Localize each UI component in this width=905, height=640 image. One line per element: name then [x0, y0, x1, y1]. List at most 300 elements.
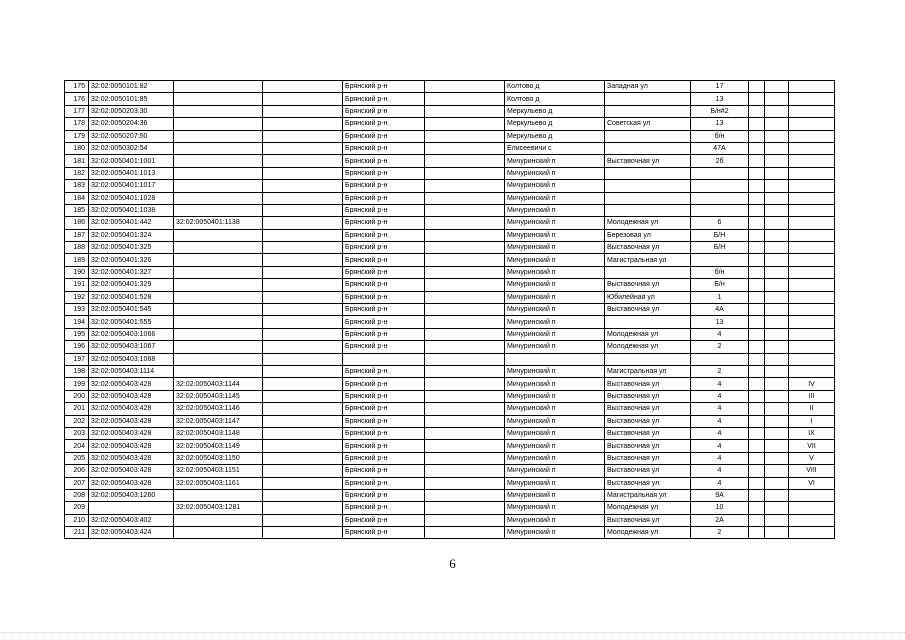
table-cell: 32:02:0050403:428 [89, 427, 174, 439]
table-cell [749, 514, 765, 526]
table-cell: 32:02:0050302:54 [89, 142, 174, 154]
table-cell [789, 365, 835, 377]
table-cell [425, 291, 505, 303]
table-cell [789, 489, 835, 501]
table-cell: 210 [65, 514, 89, 526]
table-cell [749, 105, 765, 117]
table-row [65, 266, 835, 278]
table-cell: 202 [65, 415, 89, 427]
table-cell: Брянский р-н [343, 142, 425, 154]
table-cell: 190 [65, 266, 89, 278]
table-cell [425, 229, 505, 241]
table-cell: Мичуринский п [505, 341, 605, 353]
table-cell [263, 217, 343, 229]
table-cell [765, 229, 789, 241]
table-cell: Брянский р-н [343, 93, 425, 105]
table-cell [263, 502, 343, 514]
table-cell [605, 353, 691, 365]
table-cell: 4 [691, 328, 749, 340]
table-cell [174, 93, 263, 105]
table-cell [263, 365, 343, 377]
table-cell [174, 167, 263, 179]
table-cell [765, 489, 789, 501]
table-cell [263, 440, 343, 452]
table-cell [749, 365, 765, 377]
table-cell [425, 192, 505, 204]
table-cell [765, 279, 789, 291]
table-cell: 4А [691, 304, 749, 316]
table-cell: Мичуринский п [505, 452, 605, 464]
table-cell [789, 217, 835, 229]
table-cell: 184 [65, 192, 89, 204]
table-row [65, 279, 835, 291]
table-cell [174, 341, 263, 353]
table-cell [425, 353, 505, 365]
table-row [65, 465, 835, 477]
table-cell: Брянский р-н [343, 304, 425, 316]
table-cell: Мичуринский п [505, 279, 605, 291]
table-cell: 32:02:0050401:324 [89, 229, 174, 241]
table-cell: Мичуринский п [505, 390, 605, 402]
property-table [64, 80, 835, 539]
table-cell [691, 167, 749, 179]
table-cell [765, 527, 789, 539]
table-cell [263, 304, 343, 316]
table-cell: 183 [65, 180, 89, 192]
table-cell [765, 142, 789, 154]
table-cell: Брянский р-н [343, 279, 425, 291]
table-cell [789, 192, 835, 204]
table-cell: Брянский р-н [343, 365, 425, 377]
table-cell: 32:02:0050403:428 [89, 390, 174, 402]
table-row [65, 217, 835, 229]
table-cell [789, 242, 835, 254]
table-cell [749, 502, 765, 514]
table-cell: Березовая ул [605, 229, 691, 241]
table-cell [174, 155, 263, 167]
table-cell: 186 [65, 217, 89, 229]
table-cell [605, 167, 691, 179]
table-cell [749, 93, 765, 105]
table-cell: Мичуринский п [505, 440, 605, 452]
table-cell: 181 [65, 155, 89, 167]
table-cell: Брянский р-н [343, 427, 425, 439]
table-cell [174, 304, 263, 316]
table-cell [765, 167, 789, 179]
table-cell: Магистральная ул [605, 489, 691, 501]
table-cell: 187 [65, 229, 89, 241]
table-cell [691, 192, 749, 204]
table-cell: б/н [691, 130, 749, 142]
table-cell: Мичуринский п [505, 328, 605, 340]
table-cell: 32:02:0050403:428 [89, 477, 174, 489]
table-cell [425, 279, 505, 291]
table-row [65, 427, 835, 439]
table-cell [765, 514, 789, 526]
table-body [65, 81, 835, 539]
table-cell: Брянский р-н [343, 254, 425, 266]
table-cell [425, 390, 505, 402]
table-cell: Мичуринский п [505, 514, 605, 526]
table-cell [749, 204, 765, 216]
table-cell [749, 279, 765, 291]
table-cell: Западная ул [605, 81, 691, 93]
table-row [65, 81, 835, 93]
table-cell [425, 415, 505, 427]
table-cell: Мичуринский п [505, 204, 605, 216]
table-cell [789, 155, 835, 167]
table-cell: Брянский р-н [343, 452, 425, 464]
table-cell: Колтово д [505, 81, 605, 93]
table-cell [263, 130, 343, 142]
table-cell: 32:02:0050401:1038 [89, 204, 174, 216]
table-cell: Магистральная ул [605, 365, 691, 377]
table-cell [765, 502, 789, 514]
table-cell: Магистральная ул [605, 254, 691, 266]
table-cell [789, 291, 835, 303]
table-cell: VI [789, 477, 835, 489]
table-cell: Брянский р-н [343, 167, 425, 179]
table-cell [425, 489, 505, 501]
table-cell: 32:02:0050403:1161 [174, 477, 263, 489]
table-cell: 32:02:0050403:1149 [174, 440, 263, 452]
table-cell: Брянский р-н [343, 514, 425, 526]
table-cell [765, 118, 789, 130]
table-cell [263, 105, 343, 117]
table-row [65, 365, 835, 377]
table-cell [605, 105, 691, 117]
table-cell: Выставочная ул [605, 452, 691, 464]
table-cell [749, 217, 765, 229]
table-row [65, 93, 835, 105]
table-cell [263, 93, 343, 105]
table-cell: Выставочная ул [605, 415, 691, 427]
table-row [65, 192, 835, 204]
table-cell: III [789, 390, 835, 402]
table-cell [174, 353, 263, 365]
table-cell [789, 514, 835, 526]
table-cell: 2 [691, 341, 749, 353]
table-cell [263, 489, 343, 501]
table-cell: б/н [691, 266, 749, 278]
table-cell: 4 [691, 465, 749, 477]
table-cell [789, 130, 835, 142]
table-cell [765, 415, 789, 427]
table-cell [789, 328, 835, 340]
table-cell [425, 254, 505, 266]
table-cell [263, 266, 343, 278]
table-cell: 191 [65, 279, 89, 291]
table-cell: Мичуринский п [505, 155, 605, 167]
table-cell [174, 527, 263, 539]
table-cell: Меркульево д [505, 118, 605, 130]
table-cell [263, 527, 343, 539]
table-cell [765, 217, 789, 229]
table-cell: 32:02:0050403:1260 [89, 489, 174, 501]
table-cell [425, 477, 505, 489]
table-cell: V [789, 452, 835, 464]
table-row [65, 328, 835, 340]
table-cell [765, 465, 789, 477]
table-cell [789, 142, 835, 154]
table-cell [765, 266, 789, 278]
table-cell: Юбилейная ул [605, 291, 691, 303]
table-row [65, 514, 835, 526]
table-cell: Мичуринский п [505, 477, 605, 489]
table-cell [263, 242, 343, 254]
table-cell [263, 291, 343, 303]
table-cell: Молодежная ул [605, 328, 691, 340]
table-cell: 13 [691, 316, 749, 328]
table-cell [749, 266, 765, 278]
table-cell: 180 [65, 142, 89, 154]
table-cell: 32:02:0050403:1114 [89, 365, 174, 377]
table-cell [749, 452, 765, 464]
table-cell [605, 93, 691, 105]
table-cell: Мичуринский п [505, 180, 605, 192]
table-cell: I [789, 415, 835, 427]
table-cell: 211 [65, 527, 89, 539]
table-cell: 32:02:0050403:428 [89, 452, 174, 464]
table-cell: Брянский р-н [343, 440, 425, 452]
table-row [65, 118, 835, 130]
table-cell: 32:02:0050403:1067 [89, 341, 174, 353]
table-row [65, 341, 835, 353]
table-cell: Мичуринский п [505, 167, 605, 179]
table-cell [765, 105, 789, 117]
table-cell [749, 489, 765, 501]
table-cell [749, 242, 765, 254]
table-cell: 32:02:0050401:555 [89, 316, 174, 328]
table-cell: 32:02:0050401:326 [89, 254, 174, 266]
table-cell [765, 378, 789, 390]
table-cell: Брянский р-н [343, 266, 425, 278]
table-cell [765, 254, 789, 266]
table-cell [749, 427, 765, 439]
table-cell: Молодежная ул [605, 502, 691, 514]
table-cell [789, 316, 835, 328]
table-cell [174, 81, 263, 93]
table-cell [425, 427, 505, 439]
table-cell [749, 316, 765, 328]
table-cell [174, 142, 263, 154]
table-cell [765, 204, 789, 216]
table-cell: Брянский р-н [343, 180, 425, 192]
table-cell [174, 105, 263, 117]
table-cell [174, 279, 263, 291]
table-cell: 32:02:0050403:1148 [174, 427, 263, 439]
table-cell [605, 204, 691, 216]
table-cell: 32:02:0050401:528 [89, 291, 174, 303]
table-cell [749, 167, 765, 179]
table-cell [789, 353, 835, 365]
table-cell: Мичуринский п [505, 316, 605, 328]
table-cell: Выставочная ул [605, 403, 691, 415]
table-cell [263, 427, 343, 439]
table-cell [765, 81, 789, 93]
table-cell: Брянский р-н [343, 316, 425, 328]
table-cell [749, 378, 765, 390]
table-cell [765, 130, 789, 142]
table-row [65, 167, 835, 179]
table-cell: Брянский р-н [343, 118, 425, 130]
table-cell: Брянский р-н [343, 341, 425, 353]
table-cell: Брянский р-н [343, 403, 425, 415]
table-cell [749, 254, 765, 266]
table-cell [749, 130, 765, 142]
table-cell: 2А [691, 514, 749, 526]
table-cell [263, 229, 343, 241]
table-cell [749, 415, 765, 427]
page-number: 6 [449, 556, 456, 571]
table-cell: Мичуринский п [505, 465, 605, 477]
table-cell: Меркульево д [505, 130, 605, 142]
table-row [65, 316, 835, 328]
table-cell [263, 341, 343, 353]
table-cell [765, 365, 789, 377]
table-cell: VII [789, 440, 835, 452]
table-row [65, 353, 835, 365]
table-cell: Выставочная ул [605, 514, 691, 526]
table-cell: Брянский р-н [343, 130, 425, 142]
table-cell: II [789, 403, 835, 415]
table-cell [174, 254, 263, 266]
table-cell: Елисеевичи с [505, 142, 605, 154]
table-cell: Мичуринский п [505, 266, 605, 278]
table-cell: 13 [691, 93, 749, 105]
table-cell: 4 [691, 403, 749, 415]
table-cell [749, 465, 765, 477]
table-cell: Молодежная ул [605, 527, 691, 539]
table-cell: Мичуринский п [505, 304, 605, 316]
table-cell: Молодежная ул [605, 217, 691, 229]
table-cell [605, 130, 691, 142]
table-cell [425, 93, 505, 105]
table-cell [174, 229, 263, 241]
table-cell [174, 365, 263, 377]
table-cell [765, 440, 789, 452]
table-cell [263, 465, 343, 477]
table-cell [789, 341, 835, 353]
table-cell: 189 [65, 254, 89, 266]
table-cell: Брянский р-н [343, 81, 425, 93]
table-cell: 10 [691, 502, 749, 514]
table-cell [765, 316, 789, 328]
table-cell [765, 192, 789, 204]
table-cell [263, 390, 343, 402]
table-cell [263, 167, 343, 179]
table-cell [263, 192, 343, 204]
table-cell [425, 514, 505, 526]
table-cell: Мичуринский п [505, 192, 605, 204]
table-row [65, 130, 835, 142]
table-cell [174, 514, 263, 526]
table-cell: 32:02:0050401:1017 [89, 180, 174, 192]
table-cell [789, 81, 835, 93]
table-cell [605, 180, 691, 192]
table-cell [425, 130, 505, 142]
table-cell: Мичуринский п [505, 403, 605, 415]
table-cell [425, 155, 505, 167]
table-cell: 4 [691, 440, 749, 452]
table-cell: 32:02:0050101:85 [89, 93, 174, 105]
table-cell: 177 [65, 105, 89, 117]
table-cell [174, 130, 263, 142]
table-cell [425, 142, 505, 154]
table-cell [749, 527, 765, 539]
table-cell: Мичуринский п [505, 489, 605, 501]
table-cell [789, 527, 835, 539]
table-cell: 32:02:0050203:30 [89, 105, 174, 117]
table-cell [765, 427, 789, 439]
table-cell: 9А [691, 489, 749, 501]
table-cell: 32:02:0050403:1066 [89, 328, 174, 340]
table-cell [789, 118, 835, 130]
table-cell: Брянский р-н [343, 204, 425, 216]
table-cell [749, 81, 765, 93]
table-cell [765, 353, 789, 365]
table-cell [174, 118, 263, 130]
table-cell: 32:02:0050403:402 [89, 514, 174, 526]
table-cell [263, 204, 343, 216]
table-cell [789, 93, 835, 105]
table-cell [605, 192, 691, 204]
table-cell: 196 [65, 341, 89, 353]
table-cell [425, 204, 505, 216]
table-cell [425, 167, 505, 179]
table-row [65, 378, 835, 390]
table-cell: 32:02:0050401:1138 [174, 217, 263, 229]
table-cell: Брянский р-н [343, 502, 425, 514]
table-cell: Мичуринский п [505, 217, 605, 229]
table-cell [789, 502, 835, 514]
table-cell: 32:02:0050401:327 [89, 266, 174, 278]
table-row [65, 527, 835, 539]
table-cell: 2 [691, 365, 749, 377]
table-cell [425, 118, 505, 130]
table-cell [749, 229, 765, 241]
table-cell: Брянский р-н [343, 229, 425, 241]
table-cell [425, 316, 505, 328]
table-cell: Брянский р-н [343, 390, 425, 402]
table-cell [749, 403, 765, 415]
table-row [65, 155, 835, 167]
table-cell: 179 [65, 130, 89, 142]
table-cell: Брянский р-н [343, 477, 425, 489]
table-cell: Выставочная ул [605, 155, 691, 167]
table-cell: 207 [65, 477, 89, 489]
table-cell: Брянский р-н [343, 217, 425, 229]
table-cell [789, 167, 835, 179]
table-cell: 32:02:0050207:50 [89, 130, 174, 142]
table-cell: 4 [691, 427, 749, 439]
table-cell: 32:02:0050403:1145 [174, 390, 263, 402]
table-cell [749, 353, 765, 365]
table-cell: Брянский р-н [343, 328, 425, 340]
table-cell [425, 81, 505, 93]
table-cell: 1 [691, 291, 749, 303]
table-row [65, 204, 835, 216]
table-cell: 185 [65, 204, 89, 216]
table-cell: 193 [65, 304, 89, 316]
table-cell [765, 328, 789, 340]
table-cell [263, 254, 343, 266]
registry-sheet [64, 80, 835, 539]
table-cell: Выставочная ул [605, 440, 691, 452]
table-cell: Меркульево д [505, 105, 605, 117]
table-cell: Выставочная ул [605, 242, 691, 254]
table-cell: 4 [691, 452, 749, 464]
